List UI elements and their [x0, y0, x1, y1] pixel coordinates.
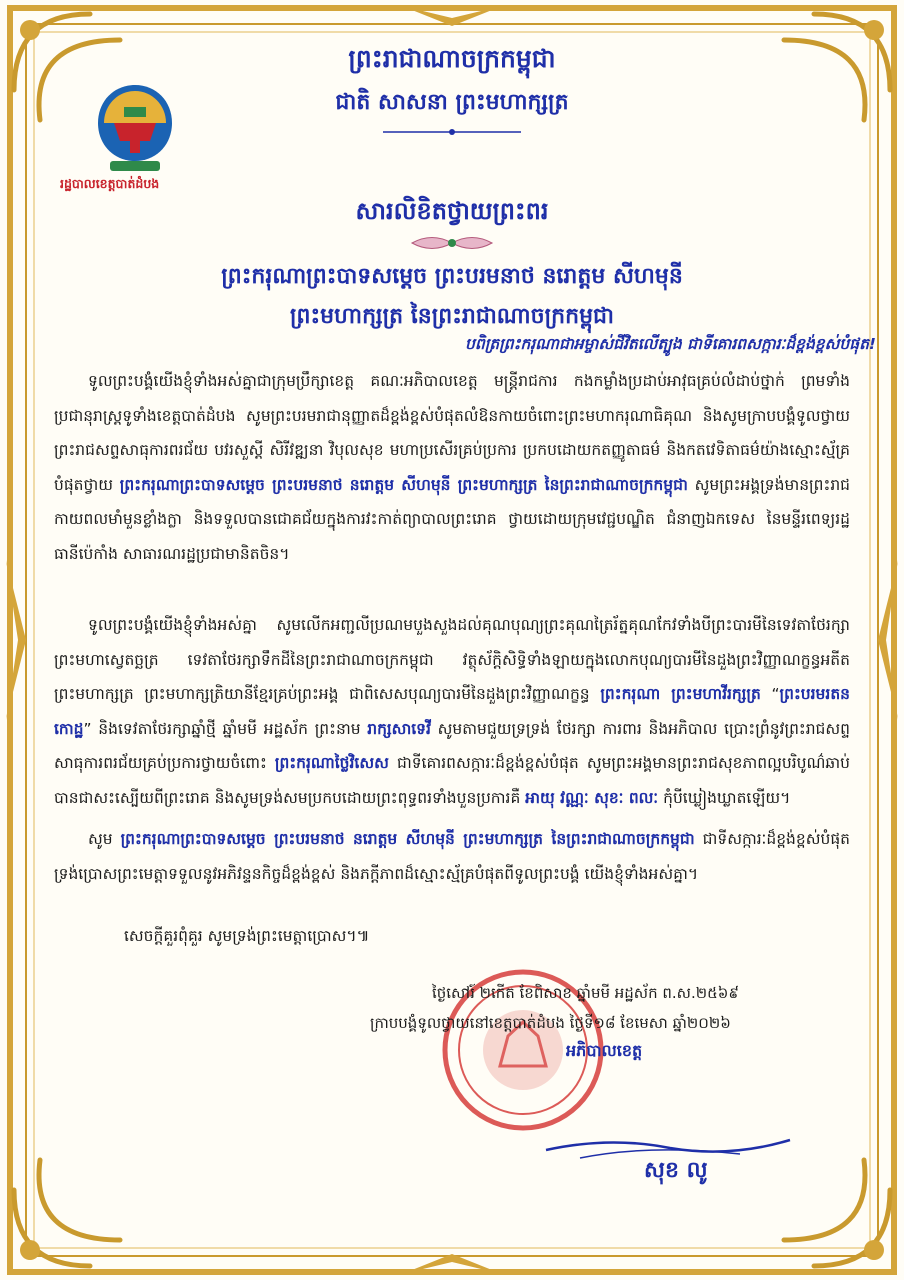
paragraph-1-text-a: ទូលព្រះបង្គំយើងខ្ញុំទាំងអស់គ្នាជាក្រុមប្រឹក្សាខេត្ត គណៈអភិបាលខេត្ត មន្ត្រីរាជការ កងកម្លាំងប្រដាប់អាវុធគ្រប់លំដាប់ថ្នាក់ ព្រមទាំងប្រជានុរាស្ត្រទូទាំងខេត្តបាត់ដំបង សូមព្រះបរមរាជានុញ្ញាតដ៏ខ្ពង់ខ្ពស់បំផុតលំឱនកាយចំពោះព្រះមហាករុណាធិគុណ និងសូមក្រាបបង្គំទូលថ្វាយព្រះរាជសព្ទសាធុការពរជ័យ បវរសួស្តី សិរីវឌ្ឍនា វិបុលសុខ មហាប្រសើរគ្រប់ប្រការ ប្រកបដោយកតញ្ញូតាធម៌ និងកតវេទិតាធម៌យ៉ាងស្មោះស្ម័គ្របំផុតថ្វាយ — [54, 372, 850, 494]
issuing-authority: រដ្ឋបាលខេត្តបាត់ដំបង — [60, 176, 160, 191]
paragraph-2-text-g: សូមតាមជួយទ្រទ្រង់ ថែរក្សា ការពារ និងអភិបាល ប្រោះព្រំនូវព្រះរាជសព្ទសាធុការពរជ័យគ្រប់ប្រការថ្វាយចំពោះ — [54, 719, 850, 772]
paragraph-2-text-c: “ — [760, 685, 780, 703]
kingdom-heading: ព្រះរាជាណាចក្រកម្ពុជា — [348, 44, 556, 73]
recipient-line-1: ព្រះករុណាព្រះបាទសម្តេច ព្រះបរមនាថ នរោត្តម សីហមុនី — [221, 264, 683, 289]
paragraph-2-highlight-f: រាក្សសាទេវី — [367, 719, 431, 738]
paragraph-3 — [54, 822, 850, 891]
paragraph-2-text-e: ” និងទេវតាថែរក្សាឆ្នាំថ្មី ឆ្នាំមមី អដ្ឋស័ក ព្រះនាម — [83, 719, 368, 738]
paragraph-2-highlight-b: ព្រះករុណា ព្រះមហាវីរក្សត្រ — [600, 685, 761, 703]
paragraph-2-text-k: កុំបីឃ្លៀងឃ្លាតឡើយ។ — [658, 788, 791, 807]
paragraph-2-text-i: ជាទីគោរពសក្ការៈដ៏ខ្ពង់ខ្ពស់បំផុត សូមព្រះអង្គមានព្រះរាជសុខភាពល្អបរិបូណ៌ឆាប់បានជាសះស្បើយពីព្រះរោគ និងសូមទ្រង់សមប្រកបដោយព្រះពុទ្ធពរទាំងបួនប្រការគឺ — [54, 754, 850, 807]
paragraph-3-text-c: ជាទីសក្ការៈដ៏ខ្ពង់ខ្ពស់បំផុត ទ្រង់ប្រោសព្រះមេត្តាទទួលនូវអភិវន្ទនកិច្ចដ៏ខ្ពង់ខ្ពស់ និងភក្តីភាពដ៏ស្មោះស្ម័គ្របំផុតពីទូលព្រះបង្គំ យើងខ្ញុំទាំងអស់គ្នា។ — [54, 830, 850, 883]
closing-sentence — [124, 926, 369, 949]
signer-title: អភិបាលខេត្ត — [566, 1041, 643, 1060]
paragraph-3-highlight-b: ព្រះករុណាព្រះបាទសម្តេច ព្រះបរមនាថ នរោត្តម សីហមុនី ព្រះមហាក្សត្រ នៃព្រះរាជាណាចក្រកម្ពុជា — [120, 830, 695, 848]
paragraph-2 — [54, 608, 850, 815]
paragraph-3-text-a: សូម — [88, 830, 121, 848]
paragraph-1-text-c: សូមព្រះអង្គទ្រង់មានព្រះរាជកាយពលមាំមួនខ្លាំងក្លា និងទទួលបានជោគជ័យក្នុងការវះកាត់ព្យាបាលព្រះរោគ ថ្វាយដោយក្រុមវេជ្ជបណ្ឌិត ជំនាញឯកទេស នៃមន្ទីរពេទ្យរដ្ឋធានីប៉េកាំង សាធារណរដ្ឋប្រជាមានិតចិន។ — [54, 475, 850, 563]
paragraph-2-highlight-d: ព្រះបរមរតនកោដ្ឋ — [54, 685, 850, 738]
lunar-date: ថ្ងៃសៅរ៍ ២កើត ខែពិសាខ ឆ្នាំមមី អដ្ឋស័ក ព.ស.២៥៦៩ — [432, 984, 739, 1002]
closing-mark: ៕ — [356, 927, 370, 945]
paragraph-1 — [54, 364, 850, 571]
signer-name: សុខ លូ — [644, 1158, 708, 1183]
national-motto: ជាតិ សាសនា ព្រះមហាក្សត្រ — [335, 90, 569, 115]
king-title-highlight: ព្រះករុណាព្រះបាទសម្តេច ព្រះបរមនាថ នរោត្តម សីហមុនី ព្រះមហាក្សត្រ នៃព្រះរាជាណាចក្រកម្ពុជា — [119, 475, 688, 494]
paragraph-2-highlight-j: អាយុ វណ្ណៈ សុខៈ ពលៈ — [525, 788, 659, 807]
paragraph-2-text-a: ទូលព្រះបង្គំយើងខ្ញុំទាំងអស់គ្នា សូមលើកអញ្ជលីប្រណមបួងសួងដល់គុណបុណ្យព្រះគុណត្រៃរ័ត្នគុណកែវទាំងបីព្រះបារមីនៃទេវតាថែរក្សាព្រះមហាស្វេតច្ឆត្រ ទេវតាថែរក្សាទឹកដីនៃព្រះរាជាណាចក្រកម្ពុជា វត្ថុស័ក្តិសិទ្ធិទាំងឡាយក្នុងលោកបុណ្យបារមីនៃដួងព្រះវិញ្ញាណក្ខន្ធអតីតព្រះមហាក្សត្រ ព្រះមហាក្សត្រិយានីខ្មែរគ្រប់ព្រះអង្គ ជាពិសេសបុណ្យបារមីនៃដួងព្រះវិញ្ញាណក្ខន្ធ — [54, 616, 850, 703]
letter-title: សារលិខិតថ្វាយព្រះពរ — [355, 197, 549, 225]
salutation: បពិត្រព្រះករុណាជាអម្ចាស់ជីវិតលើត្បូង ជាទីគោរពសក្ការៈដ៏ខ្ពង់ខ្ពស់បំផុត! — [465, 335, 876, 353]
recipient-line-2: ព្រះមហាក្សត្រ នៃព្រះរាជាណាចក្រកម្ពុជា — [289, 304, 615, 329]
solar-date-line: ក្រាបបង្គំទូលថ្វាយនៅខេត្តបាត់ដំបង ថ្ងៃទី១៨ ខែមេសា ឆ្នាំ២០២៦ — [370, 1014, 731, 1032]
closing-text: សេចក្តីគួរពុំគួរ សូមទ្រង់ព្រះមេត្តាប្រោស។ — [124, 927, 357, 945]
paragraph-2-highlight-h: ព្រះករុណាថ្លៃវិសេស — [274, 754, 389, 772]
